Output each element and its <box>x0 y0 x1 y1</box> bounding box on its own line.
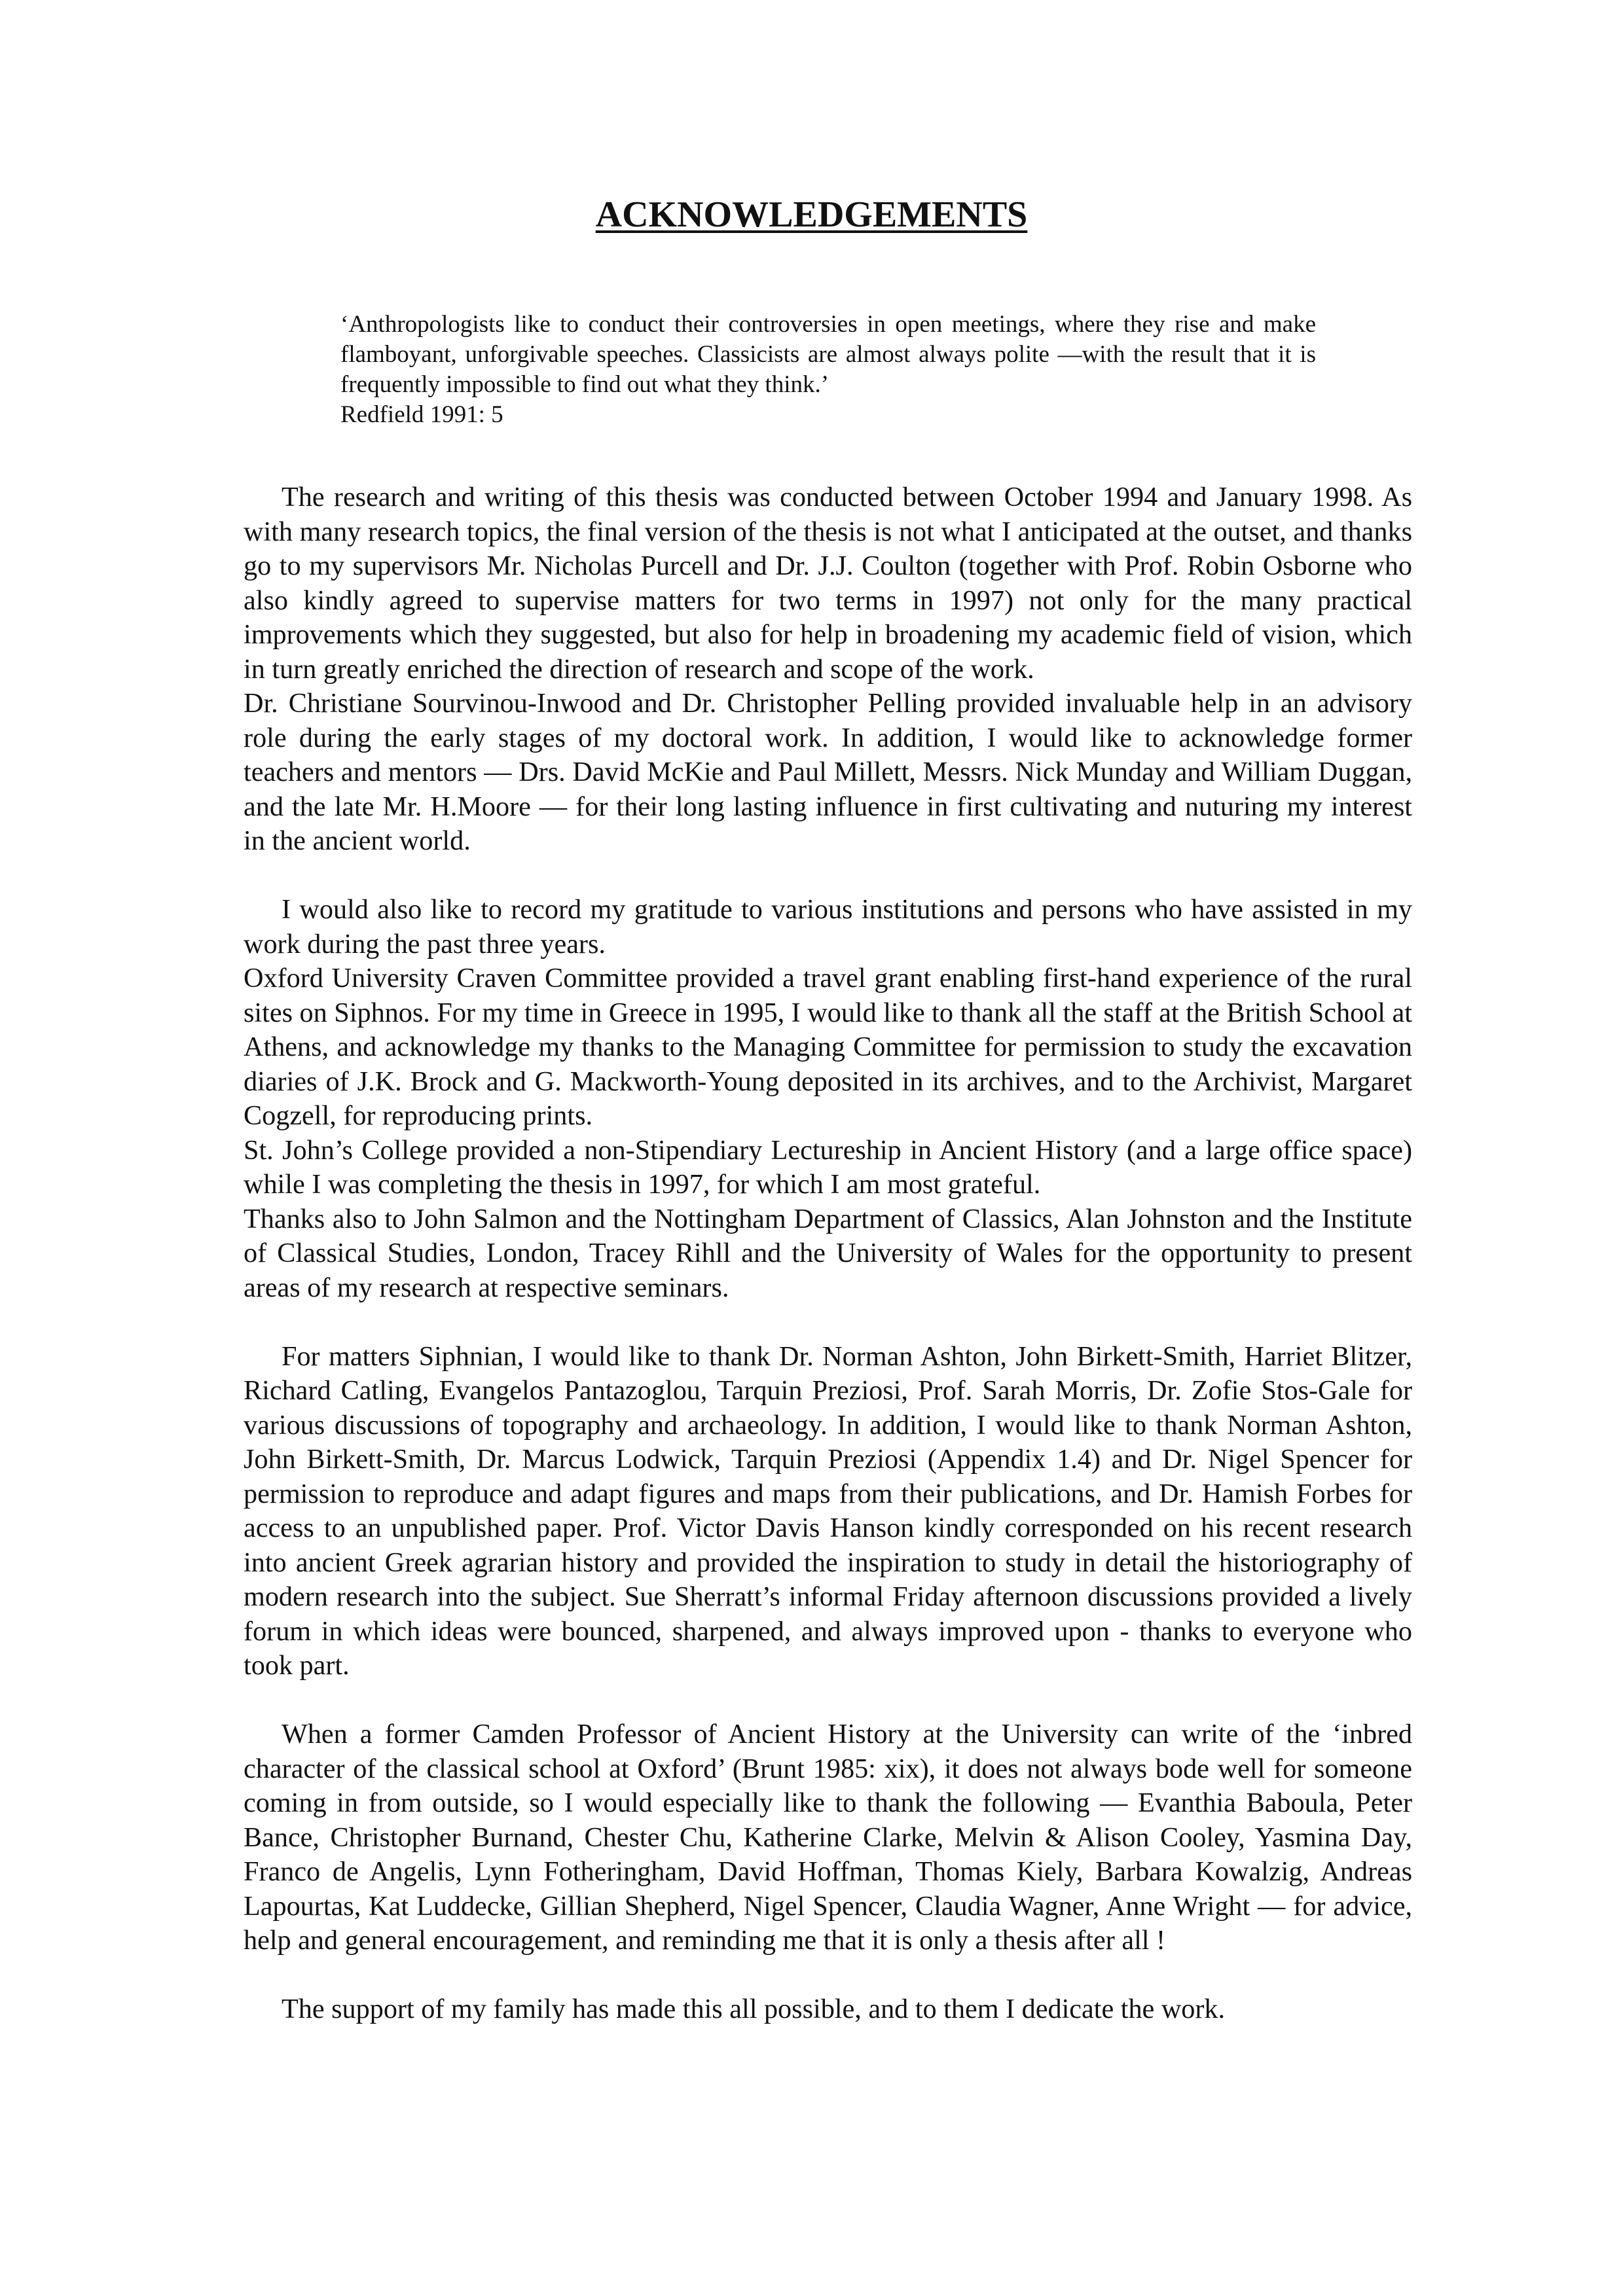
paragraph-family: The support of my family has made this all possible, and to them I dedicate the work. <box>282 1994 1226 2024</box>
paragraph-craven-committee: Oxford University Craven Committee provided a travel grant enabling first-hand experience of the rural sites on Siphnos. For my time in Greece in 1995, I would like to thank all the staff at the British School at Athens, and acknowledge my thanks to the Managing Committee for permission to study the excavation diaries of J.K. Brock and G. Mackworth-Young deposited in its archives, and to the Archivist, Margaret Cogzell, for reproducing prints. <box>244 963 1412 1131</box>
paragraph-oxford-friends: When a former Camden Professor of Ancient History at the University can write of the ‘inbred character of the classical school at Oxford’ (Brunt 1985: xix), it does not always bode well for someone coming in from outside, so I would especially like to thank the following — Evanthia Baboula, Peter Bance, Christopher Burnand, Chester Chu, Katherine Clarke, Melvin & Alison Cooley, Yasmina Day, Franco de Angelis, Lynn Fotheringham, David Hoffman, Thomas Kiely, Barbara Kowalzig, Andreas Lapourtas, Kat Luddecke, Gillian Shepherd, Nigel Spencer, Claudia Wagner, Anne Wright — for advice, help and general encouragement, and reminding me that it is only a thesis after all ! <box>244 1719 1412 1956</box>
epigraph-citation: Redfield 1991: 5 <box>340 401 503 428</box>
body-text <box>244 480 1412 2027</box>
paragraph-siphnian: For matters Siphnian, I would like to thank Dr. Norman Ashton, John Birkett-Smith, Harriet Blitzer, Richard Catling, Evangelos Pantazoglou, Tarquin Preziosi, Prof. Sarah Morris, Dr. Zofie Stos-Gale for various discussions of topography and archaeology. In addition, I would like to thank Norman Ashton, John Birkett-Smith, Dr. Marcus Lodwick, Tarquin Preziosi (Appendix 1.4) and Dr. Nigel Spencer for permission to reproduce and adapt figures and maps from their publications, and Dr. Hamish Forbes for access to an unpublished paper. Prof. Victor Davis Hanson kindly corresponded on his recent research into ancient Greek agrarian history and provided the inspiration to study in detail the historiography of modern research into the subject. Sue Sherratt’s informal Friday afternoon discussions provided a lively forum in which ideas were bounced, sharpened, and always improved upon - thanks to everyone who took part. <box>244 1340 1412 1681</box>
paragraph-st-johns: St. John’s College provided a non-Stipendiary Lectureship in Ancient History (and a large office space) while I was completing the thesis in 1997, for which I am most grateful. <box>244 1134 1412 1200</box>
paragraph-institutions-intro: I would also like to record my gratitude to various institutions and persons who have assisted in my work during the past three years. <box>244 894 1412 960</box>
epigraph-quote: ‘Anthropologists like to conduct their controversies in open meetings, where they rise and make flamboyant, unforgivable speeches. Classicists are almost always polite —with the result that it is frequently impossible to find out what they think.’ <box>340 311 1316 398</box>
paragraph-thesis-history: The research and writing of this thesis was conducted between October 1994 and January 1998. As with many research topics, the final version of the thesis is not what I anticipated at the outset, and thanks go to my supervisors Mr. Nicholas Purcell and Dr. J.J. Coulton (together with Prof. Robin Osborne who also kindly agreed to supervise matters for two terms in 1997) not only for the many practical improvements which they suggested, but also for help in broadening my academic field of vision, which in turn greatly enriched the direction of research and scope of the work. <box>244 482 1412 685</box>
page-title: ACKNOWLEDGEMENTS <box>595 194 1028 235</box>
paragraph-advisors: Dr. Christiane Sourvinou-Inwood and Dr. Christopher Pelling provided invaluable help in an advisory role during the early stages of my doctoral work. In addition, I would like to acknowledge former teachers and mentors — Drs. David McKie and Paul Millett, Messrs. Nick Munday and William Duggan, and the late Mr. H.Moore — for their long lasting influence in first cultivating and nuturing my interest in the ancient world. <box>244 688 1412 856</box>
paragraph-seminars: Thanks also to John Salmon and the Nottingham Department of Classics, Alan Johnston and the Institute of Classical Studies, London, Tracey Rihll and the University of Wales for the opportunity to present areas of my research at respective seminars. <box>244 1203 1412 1303</box>
